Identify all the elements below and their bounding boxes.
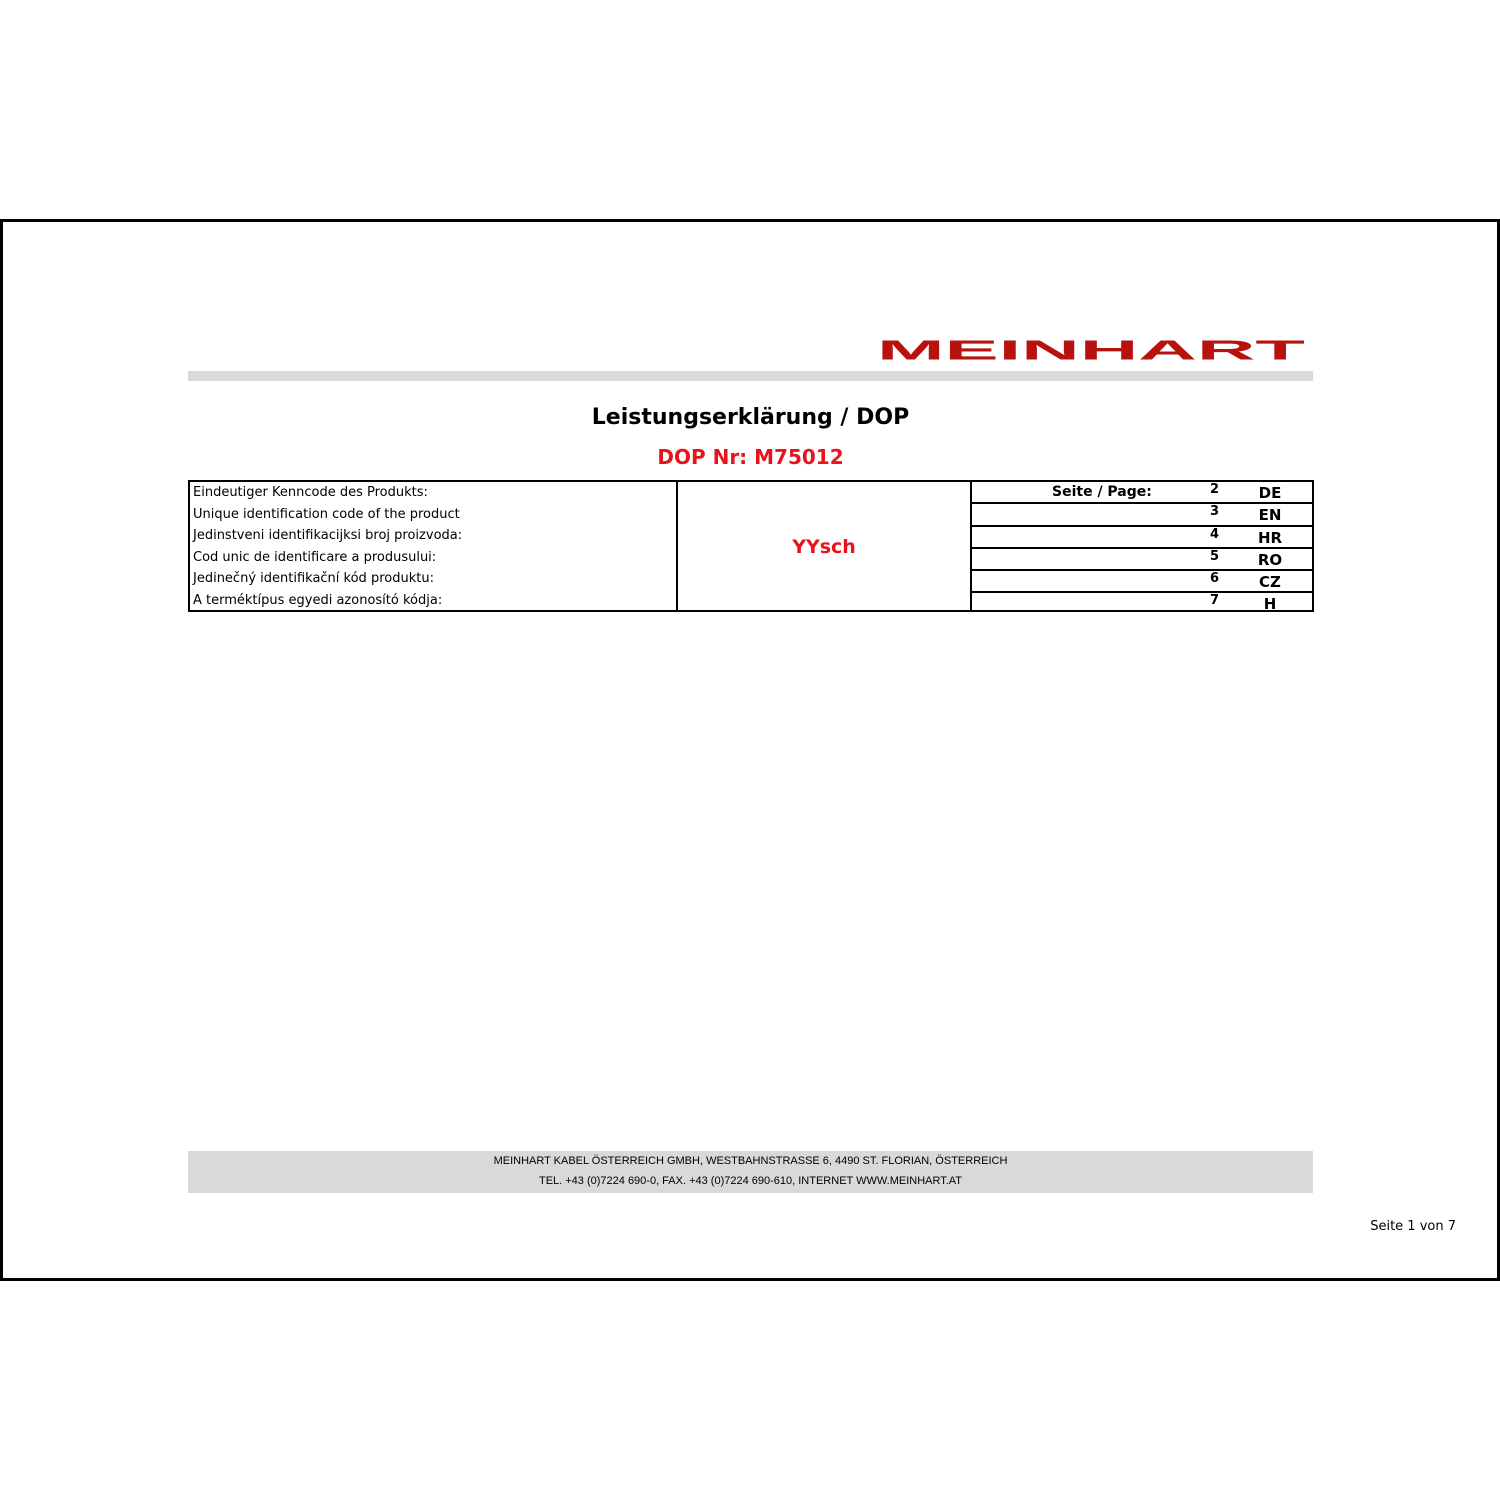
page-index-row (972, 482, 1312, 504)
product-code-cell (678, 482, 972, 610)
language-en: EN (1258, 506, 1282, 525)
page-number-cz: 6 (1210, 571, 1220, 587)
logo-graphic (876, 333, 1306, 363)
label-ro: Cod unic de identificare a produsului: (193, 549, 437, 565)
page-index (972, 482, 1312, 614)
label-h: A terméktípus egyedi azonosító kódja: (193, 592, 443, 608)
page-number-de: 2 (1210, 482, 1220, 497)
identification-labels (190, 482, 678, 610)
label-cz: Jedinečný identifikační kód produktu: (193, 571, 434, 587)
page-index-row (972, 527, 1312, 549)
header-divider (188, 371, 1313, 381)
product-code: YYsch (792, 536, 856, 558)
page-index-row (972, 593, 1312, 613)
company-footer (188, 1151, 1313, 1193)
dop-number: DOP Nr: M75012 (657, 445, 844, 469)
page-number-hr: 4 (1210, 526, 1220, 542)
language-h: H (1263, 595, 1277, 614)
page-index-row (972, 504, 1312, 526)
footer-contact: TEL. +43 (0)7224 690-0, FAX. +43 (0)7224 690-610, INTERNET WWW.MEINHART.AT (538, 1175, 963, 1187)
document-page (0, 219, 1500, 1281)
page-number-h: 7 (1210, 593, 1220, 609)
page-index-row (972, 549, 1312, 571)
page-counter: Seite 1 von 7 (1370, 1219, 1456, 1234)
language-de: DE (1258, 484, 1282, 502)
page-number-ro: 5 (1210, 548, 1220, 564)
label-de: Eindeutiger Kenncode des Produkts: (193, 485, 428, 500)
meinhart-logo (876, 333, 1306, 363)
page-index-row (972, 571, 1312, 593)
label-en: Unique identification code of the product (193, 506, 460, 522)
page-number-en: 3 (1210, 504, 1220, 520)
language-cz: CZ (1259, 573, 1281, 592)
footer-address: MEINHART KABEL ÖSTERREICH GMBH, WESTBAHNSTRASSE 6, 4490 ST. FLORIAN, ÖSTERREICH (493, 1155, 1008, 1167)
identification-table (188, 480, 1314, 612)
language-ro: RO (1257, 550, 1283, 569)
pages-label: Seite / Page: (1052, 484, 1152, 500)
logo-wordmark: MEINHART (877, 334, 1306, 363)
label-hr: Jedinstveni identifikacijksi broj proizvoda: (193, 528, 463, 544)
page-title: Leistungserklärung / DOP (591, 405, 910, 430)
language-hr: HR (1257, 528, 1283, 547)
